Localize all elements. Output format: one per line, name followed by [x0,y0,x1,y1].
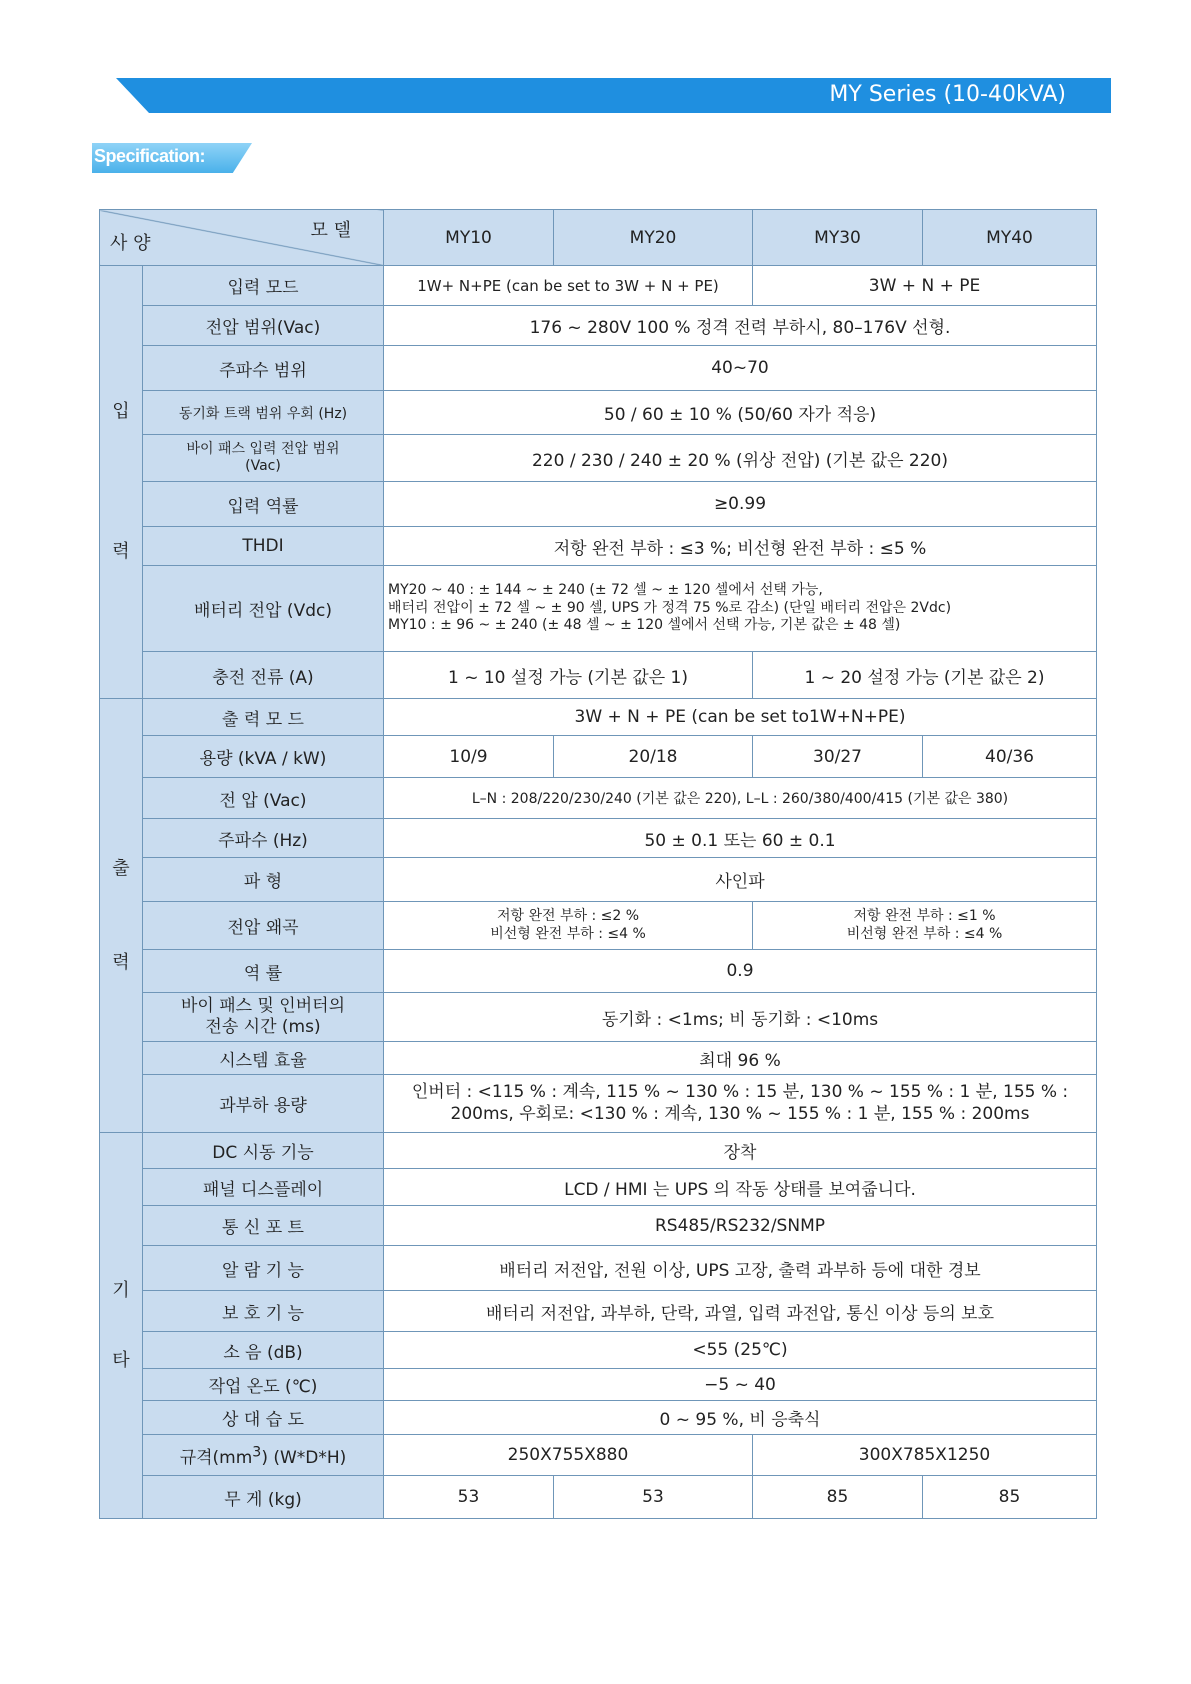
row-value: <55 (25℃) [384,1332,1097,1369]
row-value: 인버터 : <115 % : 계속, 115 % ~ 130 % : 15 분, 130 % ~ 155 % : 1 분, 155 % : 200ms, 우회로: <130 % : 계속, 130 % ~ 155 % : 1 분, 155 % : 200ms [384,1075,1097,1133]
table-row [100,902,1097,950]
table-row [100,699,1097,736]
row-value: 10/9 [384,736,554,778]
table-row [100,1133,1097,1169]
row-label: 전압 범위(Vac) [143,306,384,346]
row-value: 53 [554,1476,753,1519]
category-other: 기 타 [100,1133,143,1519]
row-label: 주파수 (Hz) [143,819,384,858]
row-value: 동기화 : <1ms; 비 동기화 : <10ms [384,993,1097,1042]
row-label: 전 압 (Vac) [143,778,384,819]
row-value: 사인파 [384,858,1097,902]
table-row [100,1369,1097,1401]
row-label: 상 대 습 도 [143,1401,384,1435]
row-label: 주파수 범위 [143,346,384,391]
table-row [100,435,1097,482]
row-value: 최대 96 % [384,1042,1097,1075]
row-value: 배터리 저전압, 과부하, 단락, 과열, 입력 과전압, 통신 이상 등의 보호 [384,1291,1097,1332]
row-label: 충전 전류 (A) [143,652,384,699]
category-output: 출 력 [100,699,143,1133]
row-value: 300X785X1250 [753,1435,1097,1476]
table-row [100,778,1097,819]
table-row [100,1075,1097,1133]
row-value: 1W+ N+PE (can be set to 3W + N + PE) [384,266,753,306]
row-label: 보 호 기 능 [143,1291,384,1332]
row-label: 출 력 모 드 [143,699,384,736]
row-value: 저항 완전 부하 : ≤2 % 비선형 완전 부하 : ≤4 % [384,902,753,950]
table-row [100,527,1097,566]
row-label: 작업 온도 (℃) [143,1369,384,1401]
row-label: 바이 패스 및 인버터의 전송 시간 (ms) [143,993,384,1042]
row-value: 30/27 [753,736,923,778]
row-label: 알 람 기 능 [143,1246,384,1291]
row-value: MY20 ~ 40 : ± 144 ~ ± 240 (± 72 셀 ~ ± 120 셀에서 선택 가능, 배터리 전압이 ± 72 셀 ~ ± 90 셀, UPS 가 정격 75 %로 감소) (단일 배터리 전압은 2Vdc) MY10 : ± 96 ~ ± 240 (± 48 셀 ~ ± 120 셀에서 선택 가능, 기본 값은 ± 48 셀) [384,566,1097,652]
table-row [100,1476,1097,1519]
row-label: 시스템 효율 [143,1042,384,1075]
row-label: 입력 역률 [143,482,384,527]
category-input: 입 력 [100,266,143,699]
row-value: 20/18 [554,736,753,778]
row-label: 소 음 (dB) [143,1332,384,1369]
table-row [100,391,1097,435]
series-title: MY Series (10-40kVA) [829,82,1066,107]
table-row [100,266,1097,306]
row-value: 40/36 [923,736,1097,778]
row-value: 0.9 [384,950,1097,993]
row-label: 바이 패스 입력 전압 범위 (Vac) [143,435,384,482]
row-label: 역 률 [143,950,384,993]
row-value: 3W + N + PE (can be set to1W+N+PE) [384,699,1097,736]
row-label: 패널 디스플레이 [143,1169,384,1206]
row-value: 85 [753,1476,923,1519]
row-value: 50 ± 0.1 또는 60 ± 0.1 [384,819,1097,858]
row-value: LCD / HMI 는 UPS 의 작동 상태를 보여줍니다. [384,1169,1097,1206]
row-label: DC 시동 기능 [143,1133,384,1169]
specification-table [99,209,1097,1519]
table-row [100,1291,1097,1332]
row-label: 용량 (kVA / kW) [143,736,384,778]
row-value: 배터리 저전압, 전원 이상, UPS 고장, 출력 과부하 등에 대한 경보 [384,1246,1097,1291]
table-row [100,346,1097,391]
row-value: 176 ~ 280V 100 % 정격 전력 부하시, 80–176V 선형. [384,306,1097,346]
table-row [100,566,1097,652]
model-my30: MY30 [753,210,923,266]
spec-header-label: 사 양 [110,233,151,254]
row-value: 1 ~ 20 설정 가능 (기본 값은 2) [753,652,1097,699]
table-row [100,482,1097,527]
table-row [100,306,1097,346]
row-label: 규격$(mm^3)$ (W*D*H) [143,1435,384,1476]
table-row [100,819,1097,858]
table-row [100,950,1097,993]
model-header-label: 모 델 [310,220,351,241]
row-label: 전압 왜곡 [143,902,384,950]
row-value: −5 ~ 40 [384,1369,1097,1401]
row-value: RS485/RS232/SNMP [384,1206,1097,1246]
row-label: 무 게 (kg) [143,1476,384,1519]
row-label: 배터리 전압 (Vdc) [143,566,384,652]
row-label: 통 신 포 트 [143,1206,384,1246]
row-label: 동기화 트랙 범위 우회 (Hz) [143,391,384,435]
row-value: 0 ~ 95 %, 비 응축식 [384,1401,1097,1435]
row-label: 파 형 [143,858,384,902]
table-row [100,1246,1097,1291]
table-header-row [100,210,1097,266]
table-row [100,1332,1097,1369]
row-value: 250X755X880 [384,1435,753,1476]
row-value: L–N : 208/220/230/240 (기본 값은 220), L–L : 260/380/400/415 (기본 값은 380) [384,778,1097,819]
table-row [100,1401,1097,1435]
row-label: 과부하 용량 [143,1075,384,1133]
model-my20: MY20 [554,210,753,266]
row-value: 40~70 [384,346,1097,391]
row-value: 220 / 230 / 240 ± 20 % (위상 전압) (기본 값은 220) [384,435,1097,482]
row-label: THDI [143,527,384,566]
row-value: 저항 완전 부하 : ≤1 % 비선형 완전 부하 : ≤4 % [753,902,1097,950]
table-row [100,1042,1097,1075]
table-row [100,993,1097,1042]
table-row [100,736,1097,778]
row-value: ≥0.99 [384,482,1097,527]
row-value: 85 [923,1476,1097,1519]
row-value: 53 [384,1476,554,1519]
model-my10: MY10 [384,210,554,266]
row-value: 1 ~ 10 설정 가능 (기본 값은 1) [384,652,753,699]
row-value: 50 / 60 ± 10 % (50/60 자가 적응) [384,391,1097,435]
row-value: 3W + N + PE [753,266,1097,306]
table-corner-cell [100,210,384,266]
table-row [100,652,1097,699]
table-row [100,1435,1097,1476]
row-label: 입력 모드 [143,266,384,306]
row-value: 저항 완전 부하 : ≤3 %; 비선형 완전 부하 : ≤5 % [384,527,1097,566]
table-row [100,858,1097,902]
row-value: 장착 [384,1133,1097,1169]
table-row [100,1206,1097,1246]
table-row [100,1169,1097,1206]
specification-label: Specification: [94,146,206,166]
model-my40: MY40 [923,210,1097,266]
